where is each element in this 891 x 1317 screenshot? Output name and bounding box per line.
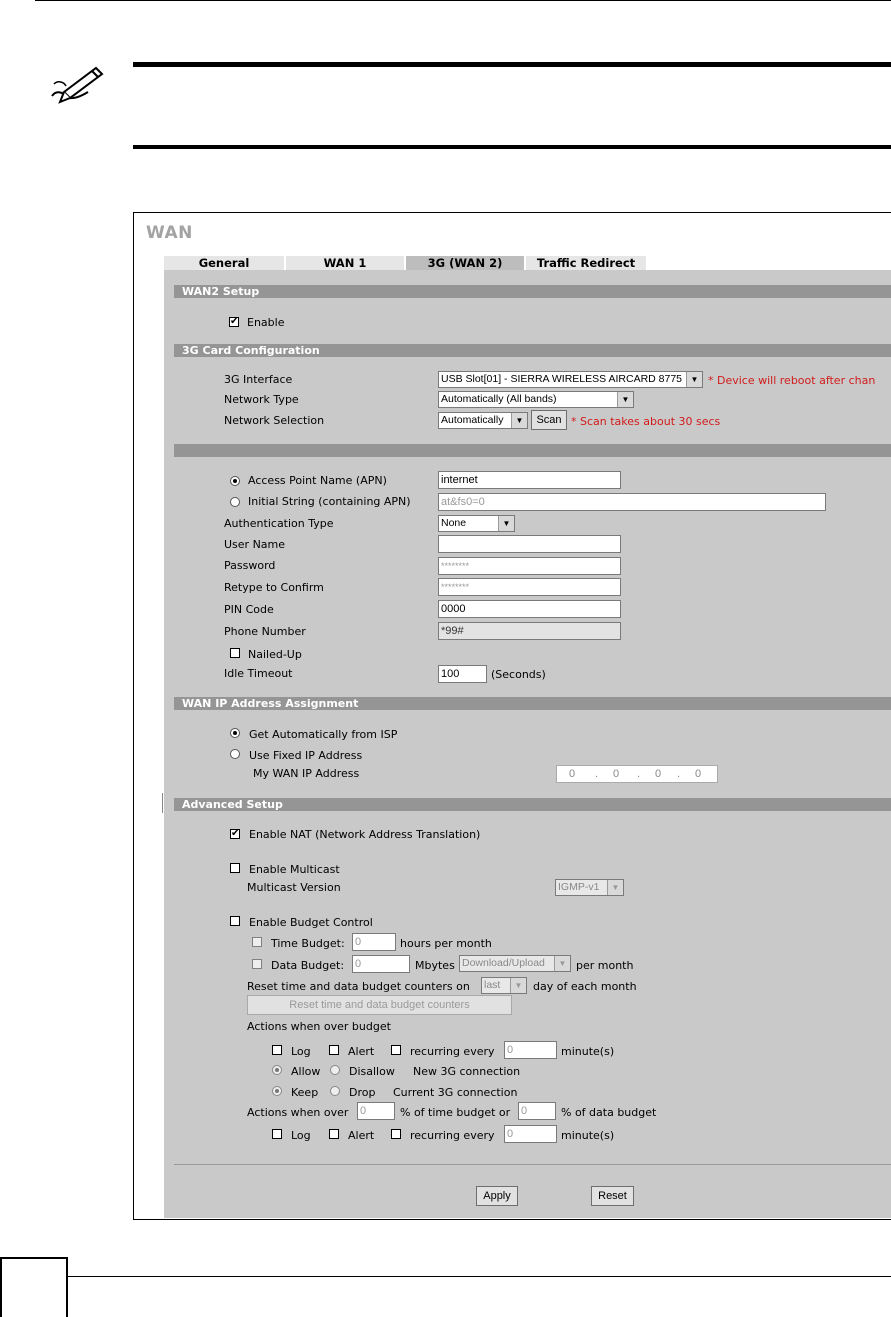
auth-type-label: Authentication Type bbox=[224, 517, 334, 530]
initial-string-radio[interactable] bbox=[230, 497, 240, 507]
new-connection-label: New 3G connection bbox=[413, 1065, 521, 1078]
actions-over-budget-label: Actions when over budget bbox=[247, 1020, 391, 1033]
footer-divider bbox=[174, 1164, 891, 1165]
chevron-down-icon: ▼ bbox=[554, 956, 570, 971]
disallow-radio[interactable] bbox=[330, 1065, 340, 1075]
retype-label: Retype to Confirm bbox=[224, 581, 324, 594]
log2-checkbox[interactable] bbox=[272, 1129, 282, 1139]
ip-dot-2: . bbox=[637, 768, 641, 780]
scan-button[interactable]: Scan bbox=[531, 410, 567, 430]
note-top-bar bbox=[133, 62, 891, 67]
recurring-unit: minute(s) bbox=[561, 1045, 615, 1058]
multicast-version-select[interactable] bbox=[555, 879, 624, 896]
phone-number-label: Phone Number bbox=[224, 625, 306, 638]
recurring-label: recurring every bbox=[410, 1045, 495, 1058]
reset-counters-button[interactable]: Reset time and data budget counters bbox=[247, 995, 512, 1015]
allow-radio[interactable] bbox=[272, 1065, 282, 1075]
my-wan-ip-label: My WAN IP Address bbox=[253, 767, 360, 780]
note-bottom-bar bbox=[133, 145, 891, 149]
current-connection-label: Current 3G connection bbox=[393, 1086, 518, 1099]
panel-left-marker bbox=[162, 793, 163, 813]
network-type-select[interactable] bbox=[438, 391, 634, 408]
enable-nat-label: Enable NAT (Network Address Translation) bbox=[249, 828, 481, 841]
wan-screenshot bbox=[133, 212, 891, 1220]
network-type-value: Automatically (All bands) bbox=[441, 393, 557, 405]
enable-budget-checkbox[interactable] bbox=[230, 916, 240, 926]
page-top-rule bbox=[35, 0, 891, 1]
nailed-up-checkbox[interactable] bbox=[230, 648, 240, 658]
tab-3g-wan2[interactable]: 3G (WAN 2) bbox=[406, 256, 526, 270]
ip-octet-1: 0 bbox=[569, 768, 576, 780]
reset-on-suffix: day of each month bbox=[533, 980, 637, 993]
recurring-input[interactable]: 0 bbox=[504, 1041, 557, 1059]
tab-traffic-redirect[interactable]: Traffic Redirect bbox=[526, 256, 648, 270]
enable-budget-label: Enable Budget Control bbox=[249, 916, 373, 929]
log-checkbox[interactable] bbox=[272, 1045, 282, 1055]
time-budget-unit: hours per month bbox=[400, 937, 492, 950]
apn-label: Access Point Name (APN) bbox=[248, 474, 387, 487]
drop-radio[interactable] bbox=[330, 1086, 340, 1096]
pin-code-label: PIN Code bbox=[224, 603, 274, 616]
apply-button[interactable]: Apply bbox=[476, 1186, 518, 1206]
allow-label: Allow bbox=[291, 1065, 321, 1078]
network-selection-value: Automatically bbox=[441, 414, 504, 426]
alert2-checkbox[interactable] bbox=[329, 1129, 339, 1139]
nailed-up-label: Nailed-Up bbox=[248, 648, 302, 661]
disallow-label: Disallow bbox=[349, 1065, 395, 1078]
reset-day-value: last bbox=[484, 979, 501, 991]
network-type-label: Network Type bbox=[224, 393, 299, 406]
chevron-down-icon: ▼ bbox=[510, 978, 526, 993]
recurring2-checkbox[interactable] bbox=[391, 1129, 401, 1139]
pin-code-input[interactable]: 0000 bbox=[438, 600, 621, 618]
ip-fixed-label: Use Fixed IP Address bbox=[249, 749, 363, 762]
user-name-label: User Name bbox=[224, 538, 286, 551]
recurring2-unit: minute(s) bbox=[561, 1129, 615, 1142]
ip-octet-4: 0 bbox=[695, 768, 702, 780]
password-input[interactable]: ******** bbox=[438, 557, 621, 575]
enable-label: Enable bbox=[247, 316, 285, 329]
auth-type-value: None bbox=[441, 517, 467, 529]
multicast-version-value: IGMP-v1 bbox=[558, 881, 600, 893]
chevron-down-icon: ▼ bbox=[617, 392, 633, 407]
section-wan2-setup: WAN2 Setup bbox=[174, 285, 891, 298]
data-budget-unit: Mbytes bbox=[415, 959, 455, 972]
time-budget-checkbox[interactable] bbox=[252, 937, 262, 947]
alert-label: Alert bbox=[348, 1045, 375, 1058]
recurring-checkbox[interactable] bbox=[391, 1045, 401, 1055]
section-ip-assignment: WAN IP Address Assignment bbox=[174, 697, 891, 710]
enable-multicast-checkbox[interactable] bbox=[230, 863, 240, 873]
scan-note: * Scan takes about 30 secs bbox=[571, 415, 721, 428]
section-3g-card-config: 3G Card Configuration bbox=[174, 344, 891, 357]
ip-dot-1: . bbox=[595, 768, 599, 780]
auth-type-select[interactable] bbox=[438, 515, 515, 532]
idle-timeout-input[interactable]: 100 bbox=[438, 665, 487, 683]
enable-multicast-label: Enable Multicast bbox=[249, 863, 340, 876]
recurring2-label: recurring every bbox=[410, 1129, 495, 1142]
reboot-note: * Device will reboot after chan bbox=[708, 374, 876, 387]
drop-label: Drop bbox=[349, 1086, 376, 1099]
time-percent-label: % of time budget or bbox=[400, 1106, 511, 1119]
time-budget-input[interactable]: 0 bbox=[352, 933, 396, 951]
3g-interface-value: USB Slot[01] - SIERRA WIRELESS AIRCARD 8775 bbox=[441, 373, 683, 385]
recurring2-input[interactable]: 0 bbox=[504, 1125, 557, 1143]
data-direction-value: Download/Upload bbox=[462, 957, 545, 969]
pencil-note-icon bbox=[48, 62, 106, 106]
idle-timeout-unit: (Seconds) bbox=[491, 668, 546, 681]
multicast-version-label: Multicast Version bbox=[247, 881, 341, 894]
network-selection-label: Network Selection bbox=[224, 414, 325, 427]
ip-fixed-radio[interactable] bbox=[230, 749, 240, 759]
data-budget-input[interactable]: 0 bbox=[352, 955, 410, 973]
initial-string-input[interactable]: at&fs0=0 bbox=[438, 493, 826, 511]
reset-on-label: Reset time and data budget counters on bbox=[247, 980, 470, 993]
ip-auto-radio[interactable] bbox=[230, 728, 240, 738]
enable-nat-checkbox[interactable]: ✔ bbox=[231, 828, 240, 839]
time-budget-label: Time Budget: bbox=[271, 937, 345, 950]
ip-auto-label: Get Automatically from ISP bbox=[249, 728, 398, 741]
section-isp-params bbox=[174, 444, 891, 457]
phone-number-input[interactable]: *99# bbox=[438, 622, 621, 640]
3g-interface-label: 3G Interface bbox=[224, 373, 293, 386]
network-selection-select[interactable] bbox=[438, 412, 528, 429]
data-budget-label: Data Budget: bbox=[271, 959, 345, 972]
apn-input[interactable]: internet bbox=[438, 471, 621, 489]
enable-checkbox[interactable]: ✔ bbox=[230, 316, 239, 327]
tab-general[interactable]: General bbox=[164, 256, 286, 270]
idle-timeout-label: Idle Timeout bbox=[224, 667, 293, 680]
wan-ip-input[interactable] bbox=[556, 765, 718, 783]
alert-checkbox[interactable] bbox=[329, 1045, 339, 1055]
chevron-down-icon: ▼ bbox=[511, 413, 527, 428]
chevron-down-icon: ▼ bbox=[498, 516, 514, 531]
chevron-down-icon: ▼ bbox=[686, 372, 702, 387]
chevron-down-icon: ▼ bbox=[607, 880, 623, 895]
reset-button[interactable]: Reset bbox=[591, 1186, 634, 1206]
retype-input[interactable]: ******** bbox=[438, 578, 621, 596]
apn-radio[interactable] bbox=[230, 476, 240, 486]
log-label: Log bbox=[291, 1045, 311, 1058]
data-percent-input[interactable]: 0 bbox=[518, 1102, 556, 1120]
keep-label: Keep bbox=[291, 1086, 319, 1099]
data-budget-checkbox[interactable] bbox=[252, 959, 262, 969]
keep-radio[interactable] bbox=[272, 1086, 282, 1096]
alert2-label: Alert bbox=[348, 1129, 375, 1142]
3g-interface-select[interactable] bbox=[438, 371, 703, 388]
ip-octet-3: 0 bbox=[655, 768, 662, 780]
log2-label: Log bbox=[291, 1129, 311, 1142]
password-label: Password bbox=[224, 559, 276, 572]
section-advanced-setup: Advanced Setup bbox=[174, 798, 891, 811]
ip-dot-3: . bbox=[677, 768, 681, 780]
time-percent-input[interactable]: 0 bbox=[357, 1102, 395, 1120]
user-name-input[interactable] bbox=[438, 535, 621, 553]
actions-when-over-label: Actions when over bbox=[247, 1106, 349, 1119]
data-direction-select[interactable] bbox=[459, 955, 571, 972]
data-percent-label: % of data budget bbox=[561, 1106, 657, 1119]
initial-string-label: Initial String (containing APN) bbox=[248, 495, 411, 508]
tab-wan1[interactable]: WAN 1 bbox=[286, 256, 406, 270]
page-title: WAN bbox=[146, 223, 193, 243]
ip-octet-2: 0 bbox=[613, 768, 620, 780]
reset-day-select[interactable] bbox=[481, 977, 527, 994]
data-budget-suffix: per month bbox=[576, 959, 634, 972]
page-number-box bbox=[0, 1257, 68, 1317]
page-bottom-rule bbox=[68, 1276, 891, 1277]
